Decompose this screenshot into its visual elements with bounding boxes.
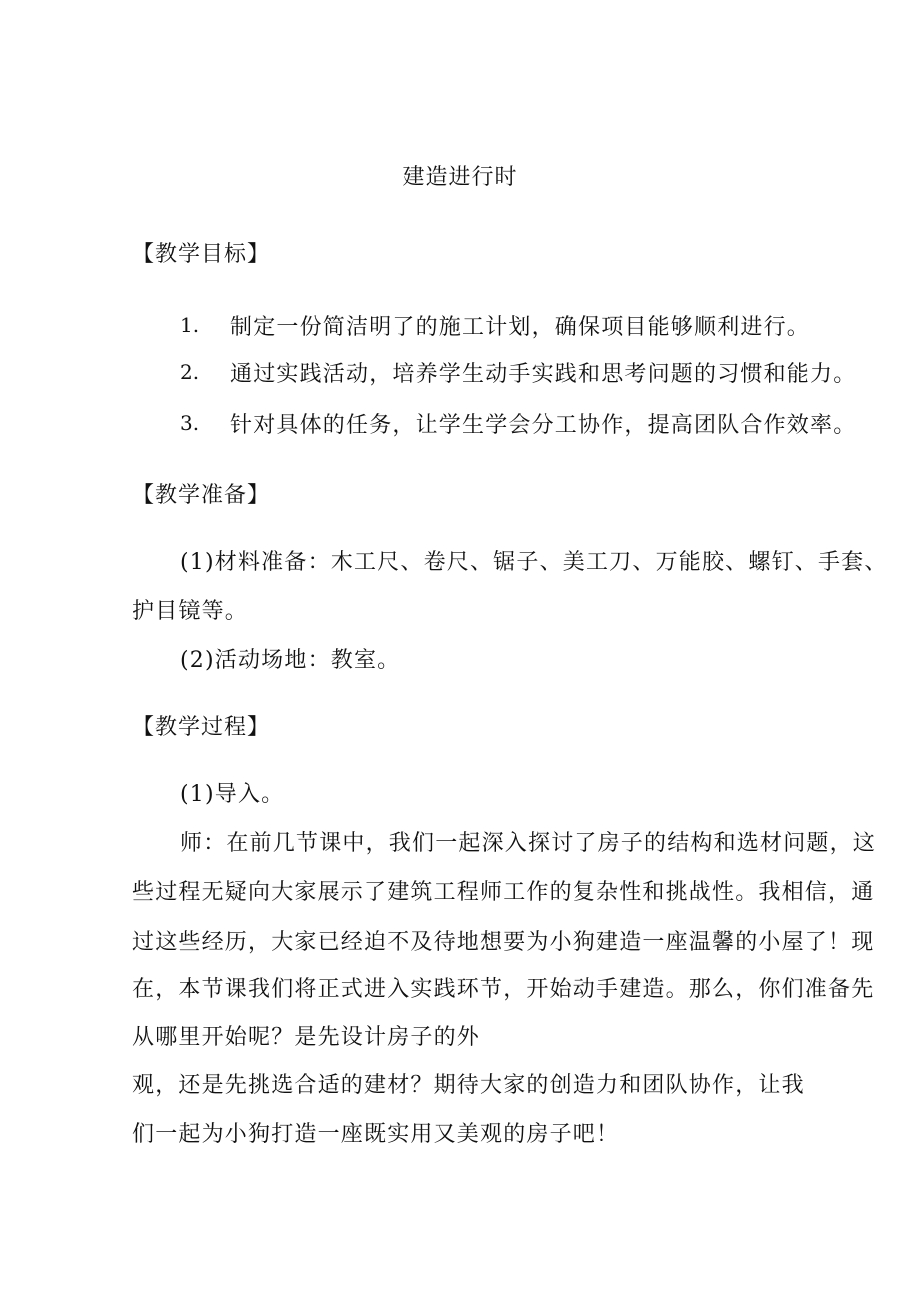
document-title: 建造进行时 [402, 165, 518, 190]
process-heading: 【教学过程】 [132, 715, 271, 740]
preparation-line: 护目镜等。 [132, 599, 249, 624]
process-line: (1)导入。 [180, 782, 285, 807]
objective-text: 制定一份简洁明了的施工计划，确保项目能够顺利进行。 [230, 315, 811, 340]
preparation-line: (1)材料准备：木工尺、卷尺、锯子、美工刀、万能胶、螺钉、手套、 [180, 550, 888, 575]
process-line: 们一起为小狗打造一座既实用又美观的房子吧！ [132, 1122, 620, 1147]
objective-text: 通过实践活动，培养学生动手实践和思考问题的习惯和能力。 [230, 362, 857, 387]
objectives-heading: 【教学目标】 [132, 242, 271, 267]
process-line: 在，本节课我们将正式进入实践环节，开始动手建造。那么，你们准备先 [132, 977, 875, 1002]
objective-number: 2. [180, 360, 200, 384]
preparation-line: (2)活动场地：教室。 [180, 648, 401, 673]
objective-number: 3. [180, 411, 200, 435]
process-line: 师：在前几节课中，我们一起深入探讨了房子的结构和选材问题，这 [180, 831, 877, 856]
process-line: 些过程无疑向大家展示了建筑工程师工作的复杂性和挑战性。我相信，通 [132, 880, 875, 905]
preparation-heading: 【教学准备】 [132, 483, 271, 508]
process-line: 从哪里开始呢？是先设计房子的外 [132, 1025, 481, 1050]
objective-text: 针对具体的任务，让学生学会分工协作，提高团队合作效率。 [230, 413, 857, 438]
process-line: 过这些经历，大家已经迫不及待地想要为小狗建造一座温馨的小屋了！现 [132, 930, 875, 955]
process-line: 观，还是先挑选合适的建材？期待大家的创造力和团队协作，让我 [132, 1073, 805, 1098]
objective-number: 1. [180, 313, 200, 337]
